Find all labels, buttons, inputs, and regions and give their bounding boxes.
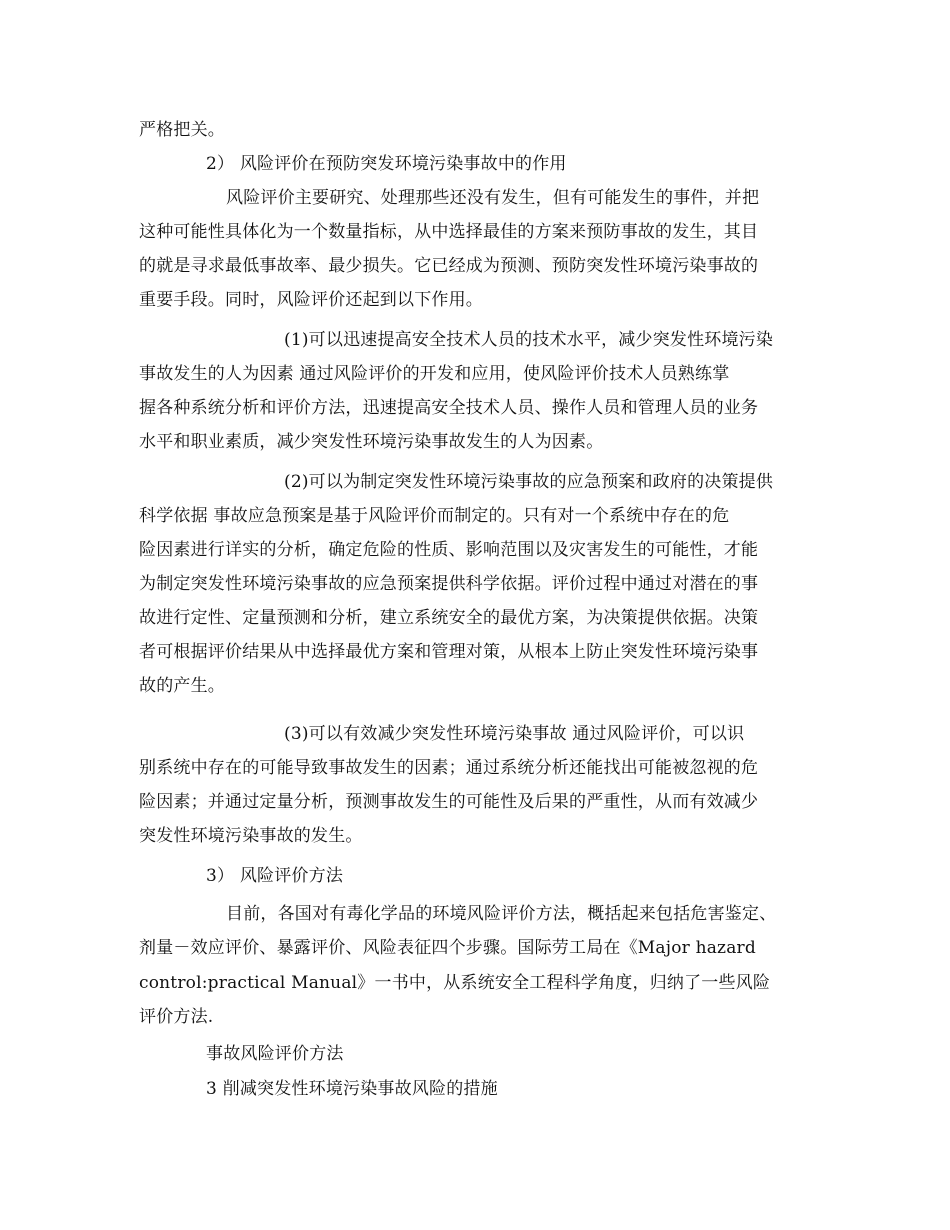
- text-line: 故的产生。: [139, 676, 225, 696]
- text-line: 突发性环境污染事故的发生。: [139, 826, 363, 846]
- text-line: 评价方法.: [139, 1007, 214, 1027]
- text-line: 者可根据评价结果从中选择最优方案和管理对策，从根本上防止突发性环境污染事: [139, 642, 759, 662]
- text-line: 这种可能性具体化为一个数量指标，从中选择最佳的方案来预防事故的发生，其目: [139, 222, 759, 242]
- text-line: 事故发生的人为因素 通过风险评价的开发和应用，使风险评价技术人员熟练掌: [139, 364, 730, 384]
- text-line: 风险评价主要研究、处理那些还没有发生，但有可能发生的事件，并把: [226, 188, 760, 208]
- section-heading: 2） 风险评价在预防突发环境污染事故中的作用: [206, 154, 567, 174]
- text-line: (2)可以为制定突发性环境污染事故的应急预案和政府的决策提供: [284, 472, 774, 492]
- section-heading: 3） 风险评价方法: [206, 866, 344, 886]
- text-line: 事故风险评价方法: [206, 1044, 344, 1064]
- text-line: control:practical Manual》一书中，从系统安全工程科学角度，归纳了一些风险: [139, 973, 771, 993]
- text-line: 的就是寻求最低事故率、最少损失。它已经成为预测、预防突发性环境污染事故的: [139, 256, 759, 276]
- text-line: (1)可以迅速提高安全技术人员的技术水平，减少突发性环境污染: [284, 330, 774, 350]
- text-line: 握各种系统分析和评价方法，迅速提高安全技术人员、操作人员和管理人员的业务: [139, 398, 759, 418]
- text-line: 重要手段。同时，风险评价还起到以下作用。: [139, 290, 483, 310]
- text-line: 严格把关。: [139, 120, 225, 140]
- section-heading: 3 削减突发性环境污染事故风险的措施: [206, 1079, 498, 1099]
- text-line: 为制定突发性环境污染事故的应急预案提供科学依据。评价过程中通过对潜在的事: [139, 574, 759, 594]
- text-line: 目前，各国对有毒化学品的环境风险评价方法，概括起来包括危害鉴定、: [226, 904, 777, 924]
- text-line: 故进行定性、定量预测和分析，建立系统安全的最优方案，为决策提供依据。决策: [139, 608, 759, 628]
- text-line: 剂量－效应评价、暴露评价、风险表征四个步骤。国际劳工局在《Major hazard: [139, 938, 756, 958]
- text-line: (3)可以有效减少突发性环境污染事故 通过风险评价，可以识: [284, 724, 745, 744]
- text-line: 科学依据 事故应急预案是基于风险评价而制定的。只有对一个系统中存在的危: [139, 506, 730, 526]
- text-line: 险因素进行详实的分析，确定危险的性质、影响范围以及灾害发生的可能性，才能: [139, 540, 759, 560]
- text-line: 水平和职业素质，减少突发性环境污染事故发生的人为因素。: [139, 432, 604, 452]
- text-line: 别系统中存在的可能导致事故发生的因素；通过系统分析还能找出可能被忽视的危: [139, 758, 759, 778]
- text-line: 险因素；并通过定量分析，预测事故发生的可能性及后果的严重性，从而有效减少: [139, 792, 759, 812]
